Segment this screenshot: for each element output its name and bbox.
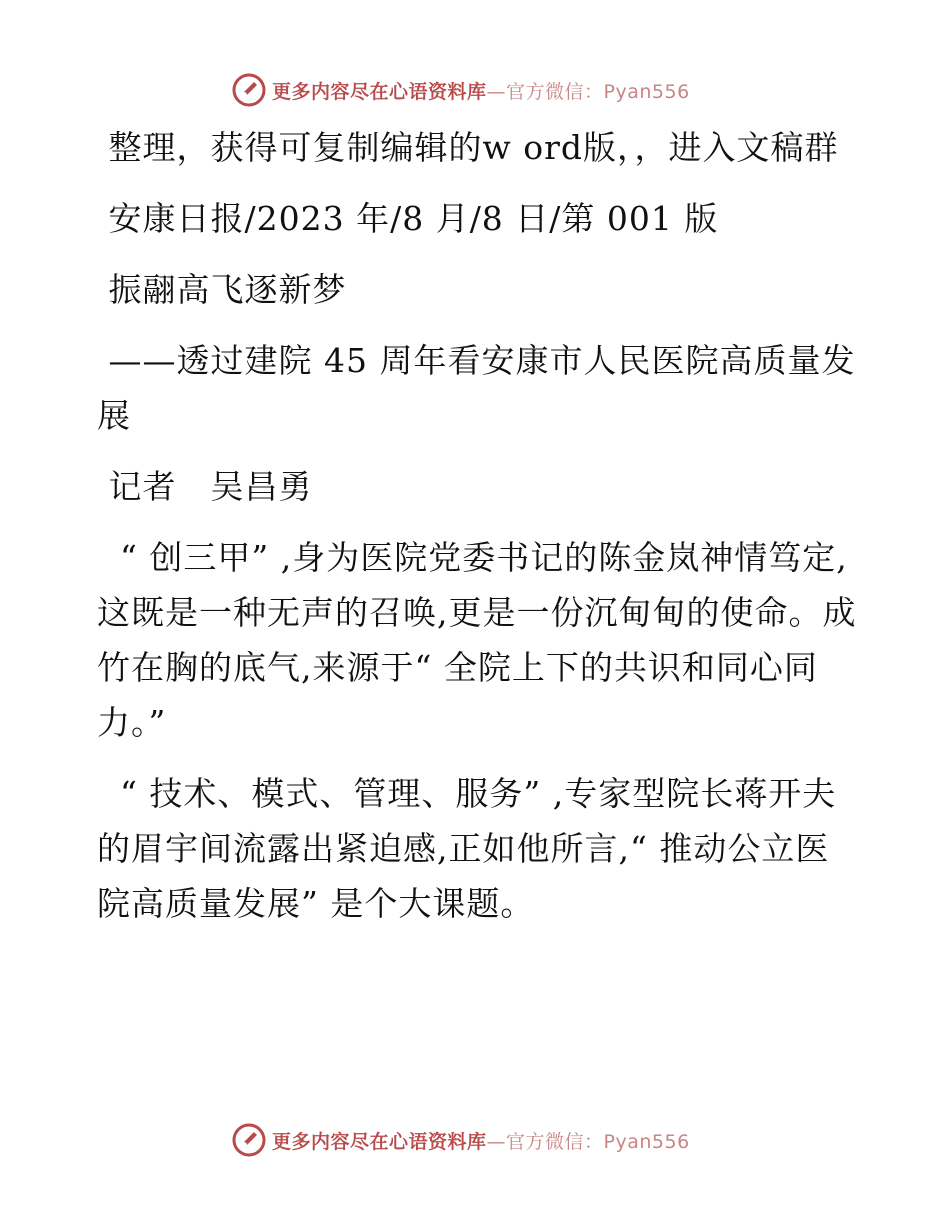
header-watermark — [232, 72, 690, 108]
intro-note: 整理，获得可复制编辑的w ord版，，进入文稿群 — [97, 128, 839, 167]
watermark-text — [272, 1127, 690, 1154]
article-body — [97, 120, 857, 947]
article-subtitle: ——透过建院 45 周年看安康市人民医院高质量发展 — [97, 341, 856, 435]
body-paragraph: “ 创三甲” ,身为医院党委书记的陈金岚神情笃定,这既是一种无声的召唤,更是一份沉甸甸的使命。成竹在胸的底气,来源于“ 全院上下的共识和同心同力。” — [97, 538, 857, 742]
source-line: 安康日报/2023 年/8 月/8 日/第 001 版 — [97, 199, 719, 238]
watermark-title: 更多内容尽在心语资料库 — [272, 80, 487, 103]
watermark-contact: 官方微信：Pyan556 — [506, 80, 690, 103]
body-paragraph: “ 技术、模式、管理、服务” ,专家型院长蒋开夫的眉宇间流露出紧迫感,正如他所言,“ 推动公立医院高质量发展” 是个大课题。 — [97, 774, 837, 923]
watermark-text — [272, 77, 690, 104]
footer-watermark — [232, 1122, 690, 1158]
watermark-contact: 官方微信：Pyan556 — [506, 1130, 690, 1153]
logo-icon — [232, 1123, 266, 1157]
byline: 记者 吴昌勇 — [97, 467, 313, 506]
watermark-dash: — — [486, 80, 507, 103]
article-title: 振翮高飞逐新梦 — [97, 270, 347, 309]
watermark-title: 更多内容尽在心语资料库 — [272, 1130, 487, 1153]
logo-icon — [232, 73, 266, 107]
watermark-dash: — — [486, 1130, 507, 1153]
